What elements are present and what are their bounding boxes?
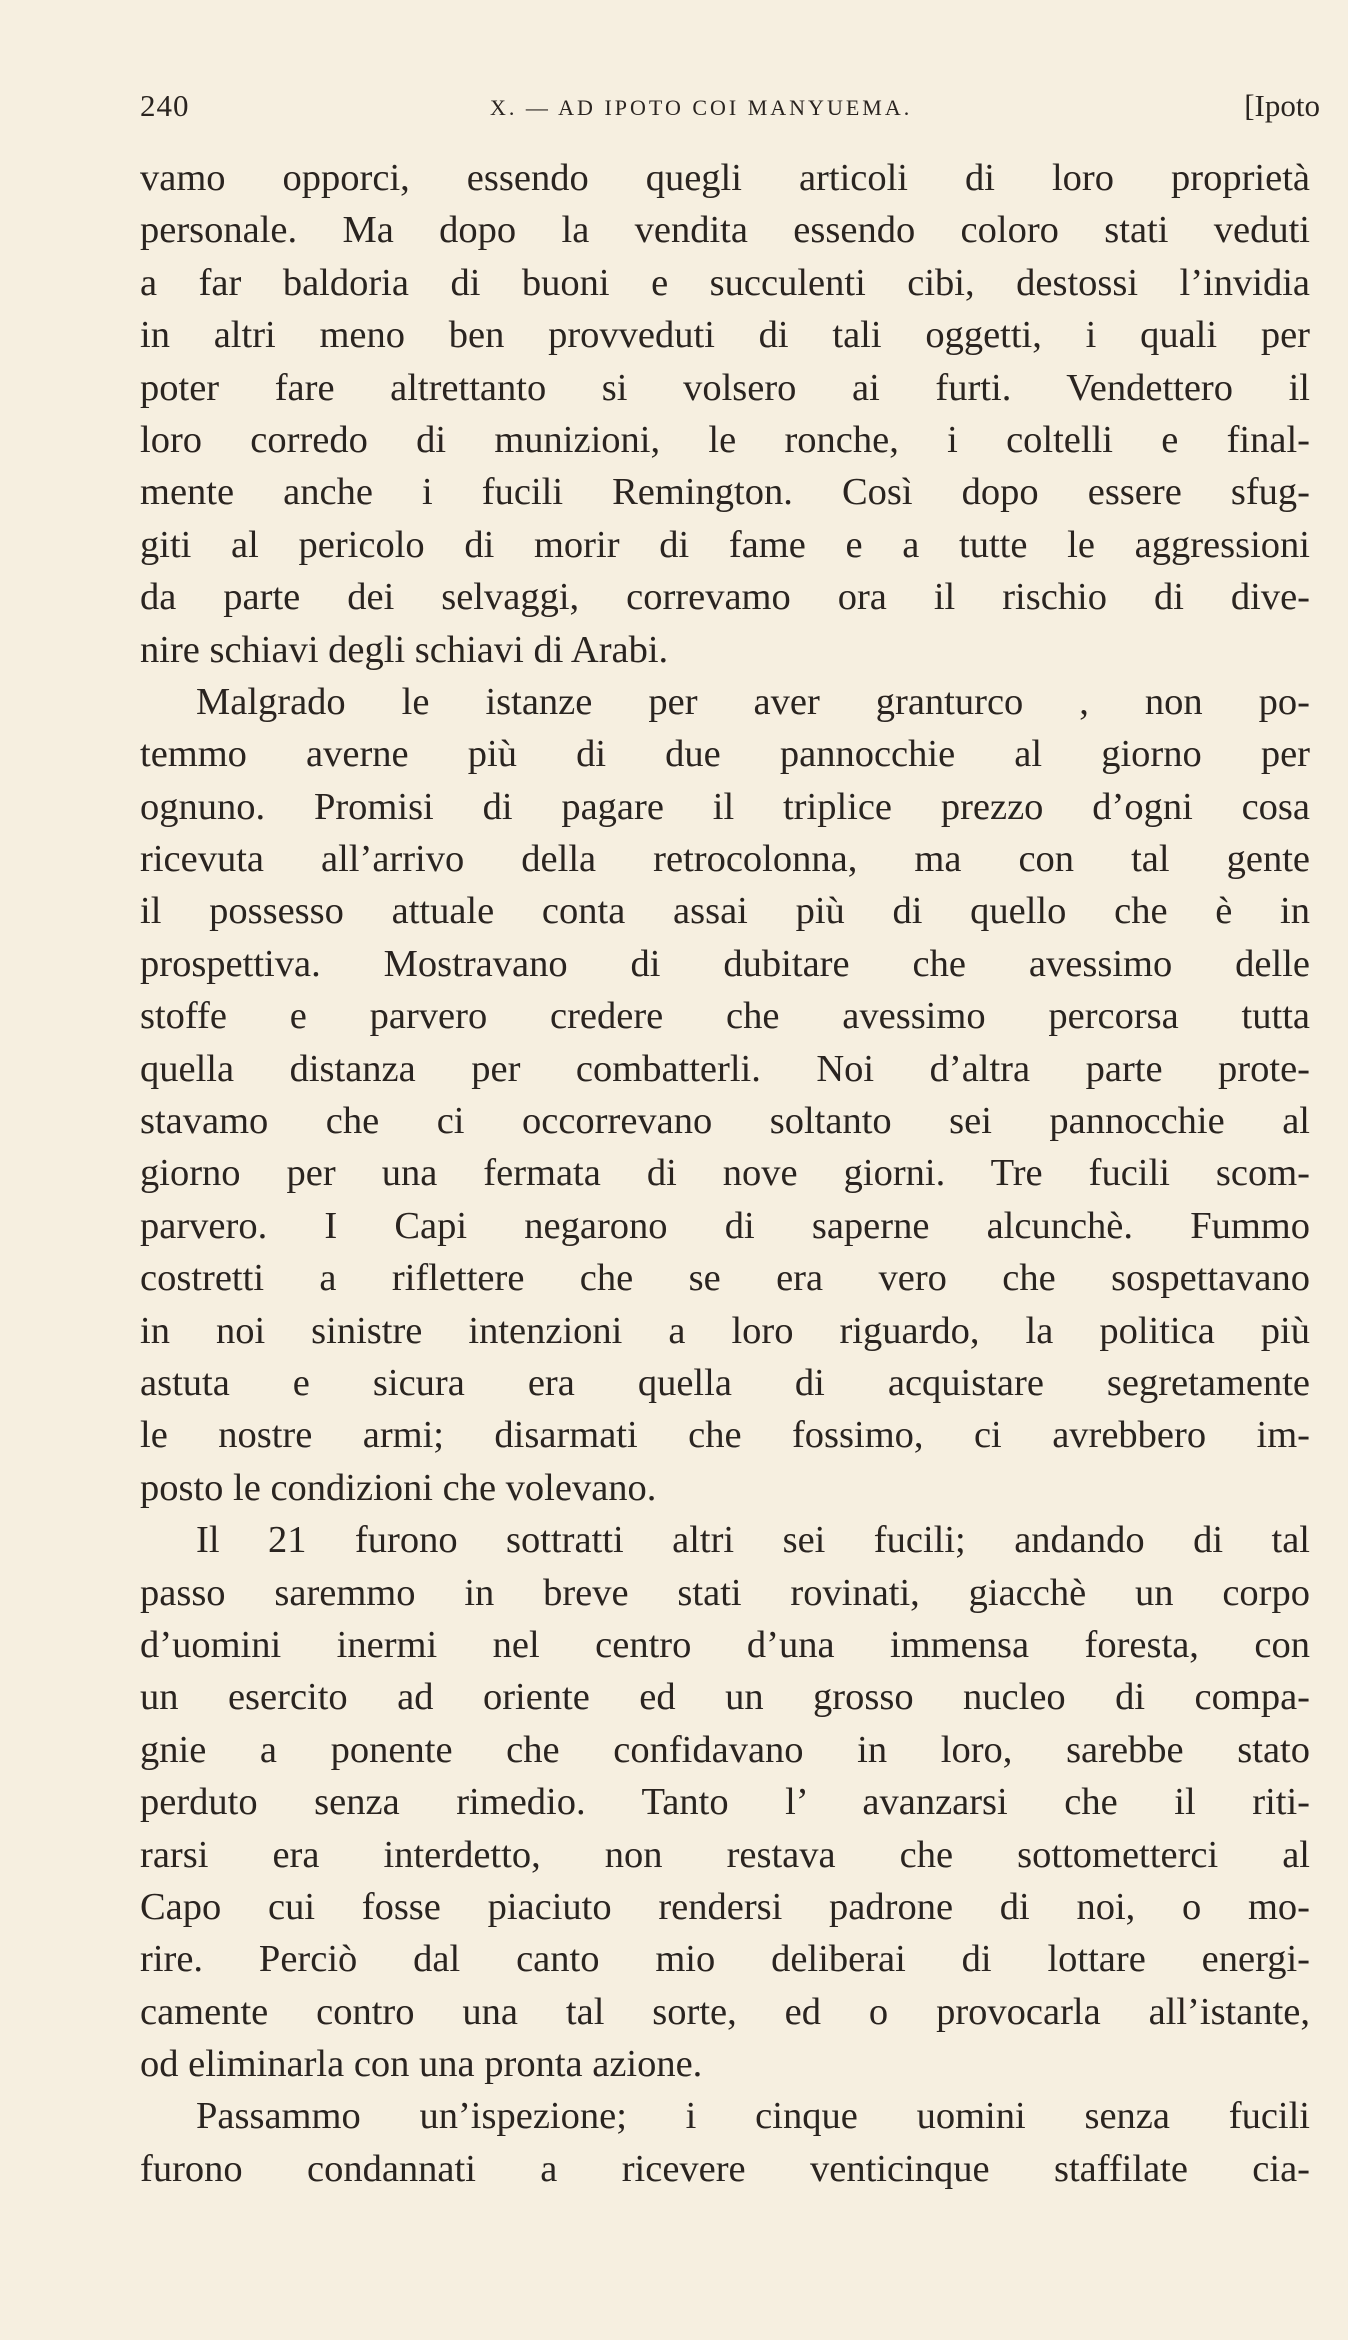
- text-line: costretti a riflettere che se era vero che sospettavano: [140, 1257, 1310, 1300]
- text-line: personale. Ma dopo la vendita essendo coloro stati veduti: [140, 209, 1310, 252]
- chapter-title: X. — AD IPOTO COI MANYUEMA.: [490, 95, 913, 120]
- text-line: Malgrado le istanze per aver granturco , non po-: [196, 680, 1310, 723]
- text-line: vamo opporci, essendo quegli articoli di loro proprietà: [140, 157, 1310, 199]
- text-line: poter fare altrettanto si volsero ai furti. Vendettero il: [140, 366, 1310, 409]
- text-line: prospettiva. Mostravano di dubitare che avessimo delle: [140, 942, 1310, 985]
- text-line: da parte dei selvaggi, correvamo ora il rischio di dive-: [140, 576, 1310, 619]
- section-mark: [Ipoto: [1244, 88, 1320, 123]
- text-line: il possesso attuale conta assai più di quello che è in: [140, 890, 1310, 933]
- text-line: rarsi era interdetto, non restava che sottometterci al: [140, 1833, 1310, 1876]
- text-line: giti al pericolo di morir di fame e a tutte le aggressioni: [140, 523, 1310, 566]
- text-line: ognuno. Promisi di pagare il triplice prezzo d’ogni cosa: [140, 785, 1310, 828]
- text-line: posto le condizioni che volevano.: [140, 1466, 657, 1509]
- running-head: [140, 86, 1320, 126]
- text-line: Il 21 furono sottratti altri sei fucili; andando di tal: [196, 1519, 1310, 1562]
- text-line: furono condannati a ricevere venticinque staffilate cia-: [140, 2147, 1310, 2190]
- text-line: quella distanza per combatterli. Noi d’altra parte prote-: [140, 1047, 1310, 1090]
- text-line: camente contro una tal sorte, ed o provocarla all’istante,: [140, 1990, 1310, 2033]
- page-number: 240: [140, 88, 190, 123]
- text-line: a far baldoria di buoni e succulenti cibi, destossi l’invidia: [140, 261, 1310, 304]
- text-line: in altri meno ben provveduti di tali oggetti, i quali per: [140, 314, 1310, 357]
- text-line: Passammo un’ispezione; i cinque uomini senza fucili: [196, 2095, 1310, 2138]
- text-line: un esercito ad oriente ed un grosso nucleo di compa-: [140, 1676, 1310, 1719]
- text-line: passo saremmo in breve stati rovinati, giacchè un corpo: [140, 1571, 1310, 1614]
- text-line: astuta e sicura era quella di acquistare segretamente: [140, 1361, 1310, 1404]
- text-line: rire. Perciò dal canto mio deliberai di lottare energi-: [140, 1938, 1310, 1981]
- text-line: d’uomini inermi nel centro d’una immensa foresta, con: [140, 1623, 1310, 1666]
- body-text: [140, 152, 1310, 2195]
- text-line: od eliminarla con una pronta azione.: [140, 2043, 703, 2086]
- text-line: perduto senza rimedio. Tanto l’ avanzarsi che il riti-: [140, 1781, 1310, 1824]
- text-line: gnie a ponente che confidavano in loro, sarebbe stato: [140, 1728, 1310, 1771]
- text-line: mente anche i fucili Remington. Così dopo essere sfug-: [140, 471, 1310, 514]
- text-line: loro corredo di munizioni, le ronche, i coltelli e final-: [140, 418, 1310, 461]
- text-line: temmo averne più di due pannocchie al giorno per: [140, 733, 1310, 776]
- text-line: le nostre armi; disarmati che fossimo, ci avrebbero im-: [140, 1414, 1310, 1457]
- text-line: giorno per una fermata di nove giorni. Tre fucili scom-: [140, 1152, 1310, 1195]
- text-line: nire schiavi degli schiavi di Arabi.: [140, 628, 669, 671]
- text-line: stoffe e parvero credere che avessimo percorsa tutta: [140, 995, 1310, 1038]
- text-line: parvero. I Capi negarono di saperne alcunchè. Fummo: [140, 1204, 1310, 1247]
- text-line: ricevuta all’arrivo della retrocolonna, ma con tal gente: [140, 838, 1310, 881]
- text-line: Capo cui fosse piaciuto rendersi padrone di noi, o mo-: [140, 1885, 1310, 1928]
- text-line: stavamo che ci occorrevano soltanto sei pannocchie al: [140, 1100, 1310, 1143]
- text-line: in noi sinistre intenzioni a loro riguardo, la politica più: [140, 1309, 1310, 1352]
